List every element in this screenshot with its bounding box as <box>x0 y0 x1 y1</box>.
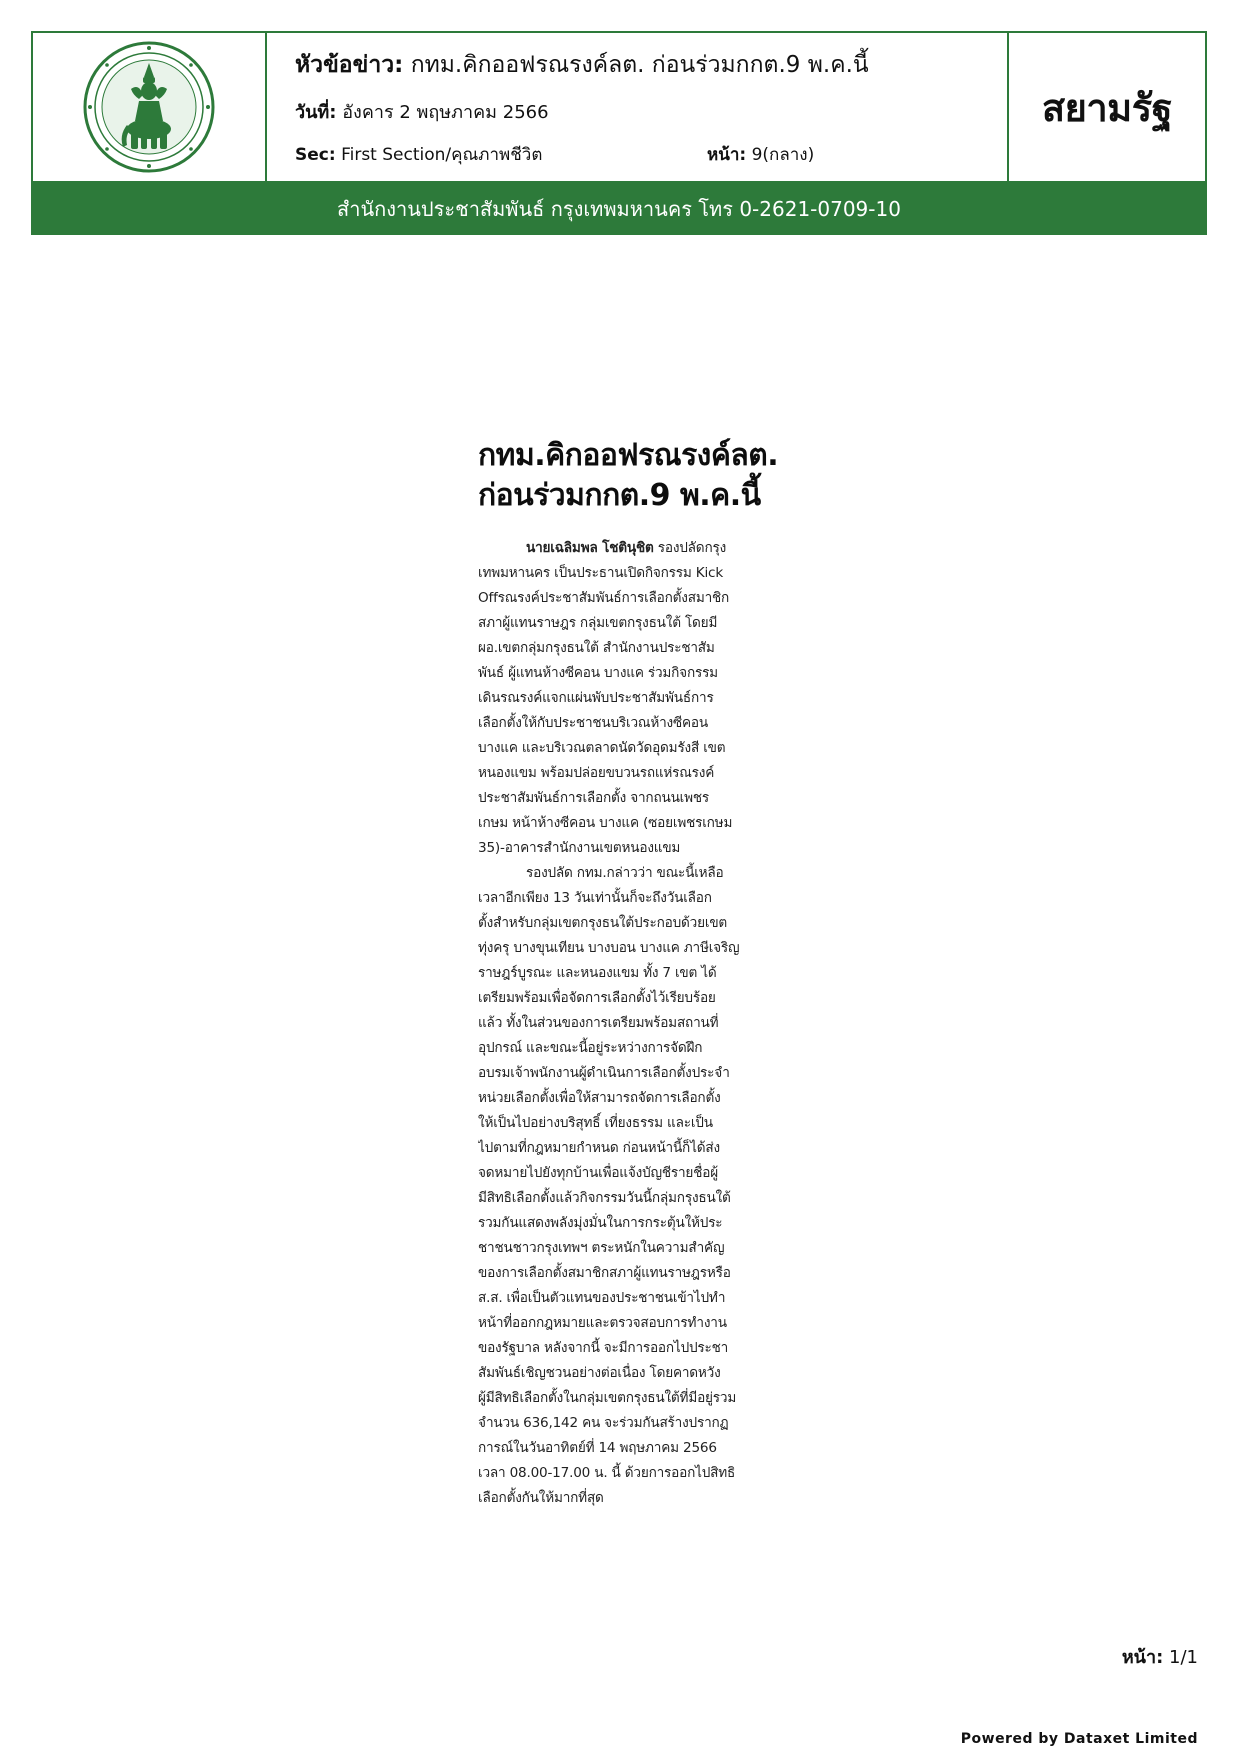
date-label: วันที่: <box>295 102 337 123</box>
article-line-text: ทุ่งครุ บางขุนเทียน บางบอน บางแค ภาษีเจริญ <box>478 940 740 956</box>
article-line <box>478 661 788 686</box>
article-line-text: รวมกันแสดงพลังมุ่งมั่นในการกระตุ้นให้ประ <box>478 1215 723 1231</box>
article-line <box>478 711 788 736</box>
headline-row <box>295 47 869 83</box>
article-line <box>478 611 788 636</box>
article-line-text: รองปลัดกรุง <box>657 540 727 556</box>
publisher-cell <box>1009 33 1205 181</box>
byline-name: นายเฉลิมพล โชตินุชิต <box>526 540 654 556</box>
section-value: First Section/คุณภาพชีวิต <box>341 145 543 165</box>
article-line <box>478 561 788 586</box>
article-line <box>478 986 788 1011</box>
article-line <box>478 1186 788 1211</box>
page-counter-label: หน้า: <box>1121 1647 1164 1668</box>
article-line-text: ประชาสัมพันธ์การเลือกตั้ง จากถนนเพชร <box>478 790 710 806</box>
section-row <box>295 141 542 168</box>
article-line <box>478 1336 788 1361</box>
article-line <box>478 761 788 786</box>
headline-label: หัวข้อข่าว: <box>295 52 404 78</box>
article-line-text: หน่วยเลือกตั้งเพื่อให้สามารถจัดการเลือกตั้ง <box>478 1090 721 1106</box>
article-line <box>478 936 788 961</box>
article-line <box>478 811 788 836</box>
article-line-text: ผู้มีสิทธิเลือกตั้งในกลุ่มเขตกรุงธนใต้ที่มีอยู่รวม <box>478 1390 737 1406</box>
clipping-info <box>267 33 1009 181</box>
article-line <box>478 1211 788 1236</box>
article-line-text: เวลา 08.00-17.00 น. นี้ ด้วยการออกไปสิทธิ <box>478 1465 736 1481</box>
article-line-text: ของรัฐบาล หลังจากนี้ จะมีการออกไปประชา <box>478 1340 729 1356</box>
article-line <box>478 1261 788 1286</box>
article-line <box>478 1436 788 1461</box>
article-line <box>478 786 788 811</box>
article-line-text: อุปกรณ์ และขณะนี้อยู่ระหว่างการจัดฝึก <box>478 1040 703 1056</box>
date-value: อังคาร 2 พฤษภาคม 2566 <box>342 102 549 123</box>
powered-by-text: Powered by Dataxet Limited <box>960 1731 1198 1747</box>
contact-bar <box>31 183 1207 235</box>
article-line <box>478 1486 788 1511</box>
article-line-text: 35)-อาคารสำนักงานเขตหนองแขม <box>478 840 681 856</box>
contact-text: สำนักงานประชาสัมพันธ์ กรุงเทพมหานคร โทร 0-2621-0709-10 <box>337 197 901 221</box>
article-paragraph-1 <box>478 536 788 861</box>
article-line-text: อบรมเจ้าพนักงานผู้ดำเนินการเลือกตั้งประจำ <box>478 1065 730 1081</box>
article-line-text: เตรียมพร้อมเพื่อจัดการเลือกตั้งไว้เรียบร้อย <box>478 990 716 1006</box>
article-line <box>478 1386 788 1411</box>
article-line <box>478 1036 788 1061</box>
article-line <box>478 1011 788 1036</box>
article-line <box>478 1086 788 1111</box>
article-line <box>478 1111 788 1136</box>
article-line-text: เดินรณรงค์แจกแผ่นพับประชาสัมพันธ์การ <box>478 690 714 706</box>
headline-text: กทม.คิกออฟรณรงค์ลต. ก่อนร่วมกกต.9 พ.ค.นี้ <box>410 52 869 78</box>
article-line <box>478 961 788 986</box>
clipping-header <box>31 31 1207 183</box>
article-line <box>478 1286 788 1311</box>
date-row <box>295 97 549 126</box>
article-line-text: ของการเลือกตั้งสมาชิกสภาผู้แทนราษฎรหรือ <box>478 1265 731 1281</box>
article-title-line: ก่อนร่วมกกต.9 พ.ค.นี้ <box>478 478 761 513</box>
article-line-text: เวลาอีกเพียง 13 วันเท่านั้นก็จะถึงวันเลือก <box>478 890 712 906</box>
article-title <box>478 436 788 516</box>
page-value: 9(กลาง) <box>751 145 815 165</box>
article-line-text: ตั้งสำหรับกลุ่มเขตกรุงธนใต้ประกอบด้วยเขต <box>478 915 728 931</box>
article-line-text: เลือกตั้งกันให้มากที่สุด <box>478 1490 604 1506</box>
article-line <box>478 686 788 711</box>
section-label: Sec: <box>295 145 336 165</box>
article-paragraph-2 <box>478 861 788 1511</box>
article-line-text: สัมพันธ์เชิญชวนอย่างต่อเนื่อง โดยคาดหวัง <box>478 1365 721 1381</box>
page-label: หน้า: <box>707 145 747 165</box>
article-line-text: พันธ์ ผู้แทนห้างซีคอน บางแค ร่วมกิจกรรม <box>478 665 718 681</box>
article-line-text: Offรณรงค์ประชาสัมพันธ์การเลือกตั้งสมาชิก <box>478 590 730 606</box>
article-line <box>478 1411 788 1436</box>
article-line-text: หนองแขม พร้อมปล่อยขบวนรถแห่รณรงค์ <box>478 765 715 781</box>
article-line <box>478 1061 788 1086</box>
article-line <box>478 636 788 661</box>
article-line <box>478 1236 788 1261</box>
article-line <box>478 536 788 561</box>
article-line-text: จำนวน 636,142 คน จะร่วมกันสร้างปรากฏ <box>478 1415 729 1431</box>
article-line <box>478 586 788 611</box>
article-line-text: เทพมหานคร เป็นประธานเปิดกิจกรรม Kick <box>478 565 724 581</box>
page-counter <box>1122 1642 1198 1671</box>
article-line-text: รองปลัด กทม.กล่าวว่า ขณะนี้เหลือ <box>526 865 724 881</box>
article-line-text: ราษฎร์บูรณะ และหนองแขม ทั้ง 7 เขต ได้ <box>478 965 717 981</box>
article-line-text: มีสิทธิเลือกตั้งแล้วกิจกรรมวันนี้กลุ่มกรุงธนใต้ <box>478 1190 731 1206</box>
article-line <box>478 836 788 861</box>
article-line <box>478 1136 788 1161</box>
article-line-text: ผอ.เขตกลุ่มกรุงธนใต้ สำนักงานประชาสัม <box>478 640 715 656</box>
article-line-text: สภาผู้แทนราษฎร กลุ่มเขตกรุงธนใต้ โดยมี <box>478 615 718 631</box>
article-line-text: การณ์ในวันอาทิตย์ที่ 14 พฤษภาคม 2566 <box>478 1440 717 1456</box>
logo-cell <box>33 33 267 181</box>
article-line-text: จดหมายไปยังทุกบ้านเพื่อแจ้งบัญชีรายชื่อผู้ <box>478 1165 718 1181</box>
article-line <box>478 1311 788 1336</box>
article-title-line: กทม.คิกออฟรณรงค์ลต. <box>478 438 779 473</box>
article-line <box>478 886 788 911</box>
article-line-text: ส.ส. เพื่อเป็นตัวแทนของประชาชนเข้าไปทำ <box>478 1290 726 1306</box>
article-line <box>478 861 788 886</box>
article-line-text: ไปตามที่กฎหมายกำหนด ก่อนหน้านี้ก็ได้ส่ง <box>478 1140 720 1156</box>
article-line <box>478 1161 788 1186</box>
article <box>478 436 788 1511</box>
bangkok-city-seal-icon <box>81 39 217 175</box>
publisher-name: สยามรัฐ <box>1041 85 1173 130</box>
page-counter-value: 1/1 <box>1169 1647 1198 1668</box>
article-line <box>478 736 788 761</box>
article-line-text: บางแค และบริเวณตลาดนัดวัดอุดมรังสี เขต <box>478 740 726 756</box>
article-line-text: เกษม หน้าห้างซีคอน บางแค (ซอยเพชรเกษม <box>478 815 733 831</box>
article-line <box>478 1461 788 1486</box>
article-line-text: หน้าที่ออกกฎหมายและตรวจสอบการทำงาน <box>478 1315 727 1331</box>
article-line-text: เลือกตั้งให้กับประชาชนบริเวณห้างซีคอน <box>478 715 708 731</box>
article-line <box>478 1361 788 1386</box>
article-line-text: ชาชนชาวกรุงเทพฯ ตระหนักในความสำคัญ <box>478 1240 725 1256</box>
article-line <box>478 911 788 936</box>
article-line-text: แล้ว ทั้งในส่วนของการเตรียมพร้อมสถานที่ <box>478 1015 719 1031</box>
page-row <box>707 141 814 168</box>
article-line-text: ให้เป็นไปอย่างบริสุทธิ์ เที่ยงธรรม และเป็น <box>478 1115 713 1131</box>
